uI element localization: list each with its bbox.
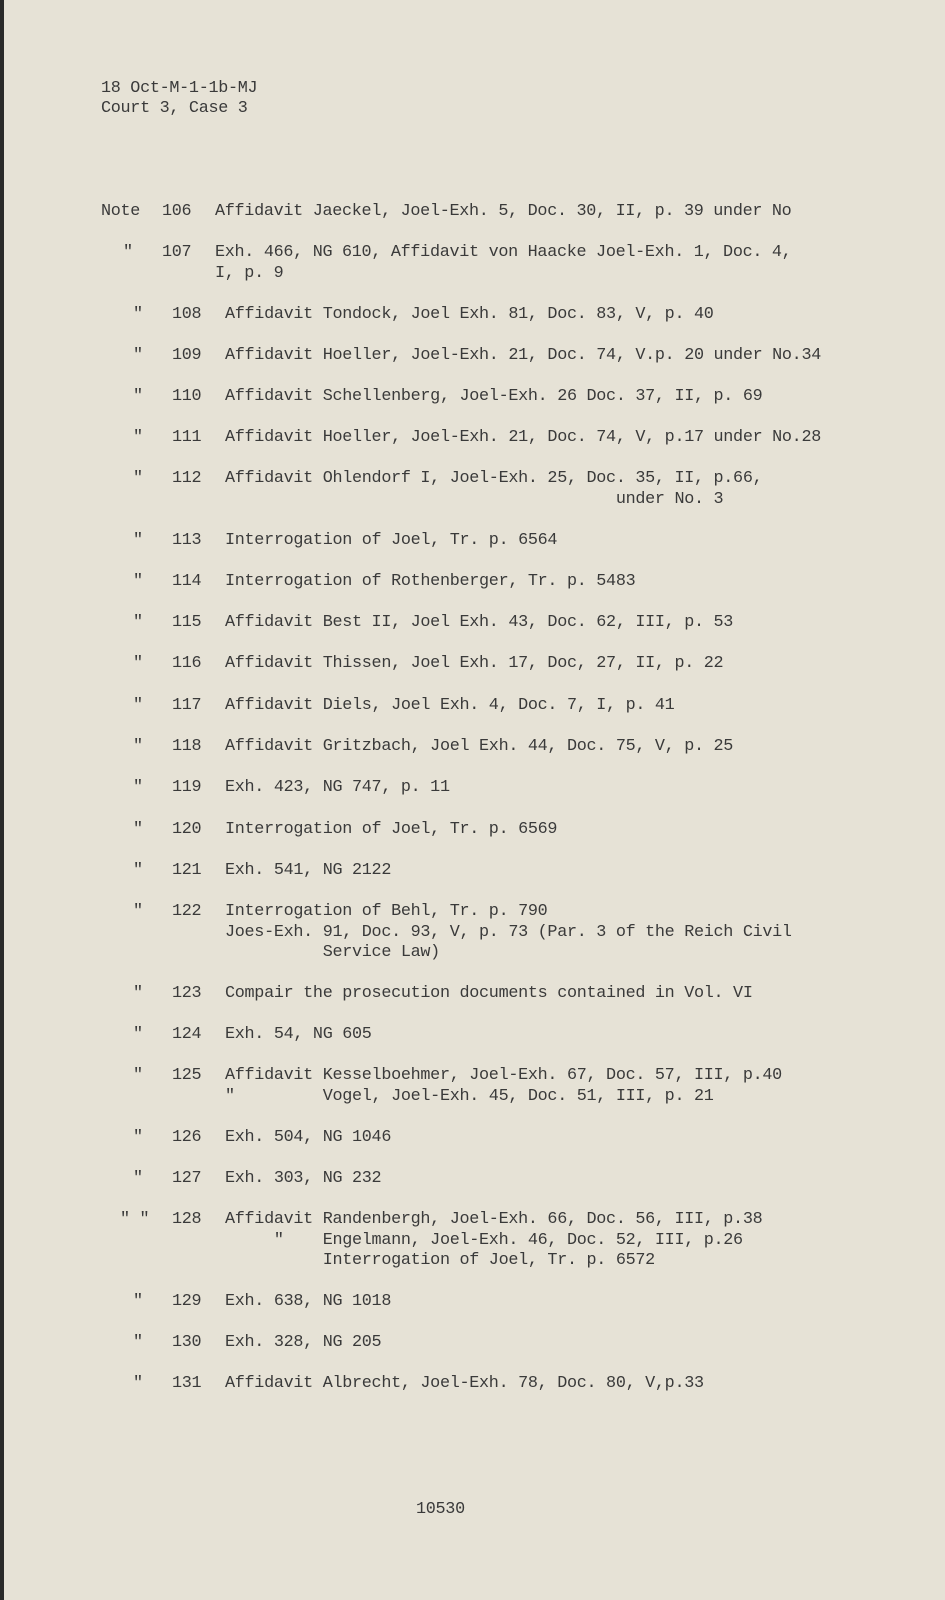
note-line: Exh. 54, NG 605 — [225, 1025, 372, 1044]
note-line: " Vogel, Joel-Exh. 45, Doc. 51, III, p. 21 — [225, 1086, 714, 1106]
note-line: Affidavit Randenbergh, Joel-Exh. 66, Doc. 56, III, p.38 — [225, 1210, 763, 1229]
note-prefix: " — [133, 1066, 143, 1085]
court-case: Court 3, Case 3 — [101, 99, 248, 118]
note-line: " Engelmann, Joel-Exh. 46, Doc. 52, III, p.26 — [225, 1230, 743, 1250]
note-line: I, p. 9 — [215, 263, 284, 283]
note-number: 106 — [162, 202, 192, 221]
note-line: Exh. 504, NG 1046 — [225, 1128, 392, 1147]
note-prefix: " — [133, 572, 143, 591]
note-line: Affidavit Diels, Joel Exh. 4, Doc. 7, I, p. 41 — [225, 696, 675, 715]
note-number: 116 — [172, 654, 202, 673]
note-number: 117 — [172, 696, 202, 715]
note-line: Affidavit Hoeller, Joel-Exh. 21, Doc. 74, V.p. 20 under No.34 — [225, 346, 821, 365]
note-prefix: " — [133, 696, 143, 715]
note-number: 125 — [172, 1066, 202, 1085]
note-prefix: " — [133, 346, 143, 365]
note-line: Affidavit Albrecht, Joel-Exh. 78, Doc. 80, V,p.33 — [225, 1374, 704, 1393]
note-number: 107 — [162, 243, 192, 262]
note-number: 112 — [172, 469, 202, 488]
note-prefix: " — [133, 820, 143, 839]
note-line: Compair the prosecution documents contained in Vol. VI — [225, 984, 753, 1003]
note-prefix: " — [133, 1025, 143, 1044]
note-prefix: " — [133, 428, 143, 447]
note-number: 108 — [172, 305, 202, 324]
note-prefix: " — [133, 1374, 143, 1393]
note-prefix: Note — [101, 202, 141, 221]
note-prefix: " — [133, 305, 143, 324]
note-prefix: " " — [120, 1210, 150, 1229]
note-line: Affidavit Hoeller, Joel-Exh. 21, Doc. 74, V, p.17 under No.28 — [225, 428, 821, 447]
note-line: Affidavit Kesselboehmer, Joel-Exh. 67, Doc. 57, III, p.40 — [225, 1066, 782, 1085]
note-line: Affidavit Ohlendorf I, Joel-Exh. 25, Doc. 35, II, p.66, — [225, 469, 763, 488]
note-number: 111 — [172, 428, 202, 447]
note-prefix: " — [133, 902, 143, 921]
note-line: Exh. 638, NG 1018 — [225, 1292, 392, 1311]
note-number: 131 — [172, 1374, 202, 1393]
note-line: Interrogation of Joel, Tr. p. 6572 — [225, 1251, 655, 1270]
note-line: Interrogation of Rothenberger, Tr. p. 5483 — [225, 572, 636, 591]
note-line: Service Law) — [225, 943, 440, 962]
note-prefix: " — [133, 984, 143, 1003]
note-prefix: " — [133, 861, 143, 880]
note-line: Interrogation of Joel, Tr. p. 6564 — [225, 531, 558, 550]
note-number: 123 — [172, 984, 202, 1003]
note-number: 113 — [172, 531, 202, 550]
note-line: Exh. 303, NG 232 — [225, 1169, 382, 1188]
note-line: Affidavit Best II, Joel Exh. 43, Doc. 62, III, p. 53 — [225, 613, 734, 632]
note-number: 118 — [172, 737, 202, 756]
note-line: Affidavit Jaeckel, Joel-Exh. 5, Doc. 30, II, p. 39 under No — [215, 202, 792, 221]
note-line: Interrogation of Joel, Tr. p. 6569 — [225, 820, 558, 839]
note-prefix: " — [133, 1128, 143, 1147]
note-number: 110 — [172, 387, 202, 406]
note-number: 130 — [172, 1333, 202, 1352]
document-id: 18 Oct-M-1-1b-MJ — [101, 79, 258, 98]
note-prefix: " — [133, 1169, 143, 1188]
scan-edge — [0, 0, 4, 1600]
note-number: 121 — [172, 861, 202, 880]
note-number: 122 — [172, 902, 202, 921]
note-number: 129 — [172, 1292, 202, 1311]
note-line: Affidavit Tondock, Joel Exh. 81, Doc. 83, V, p. 40 — [225, 305, 714, 324]
note-line: Exh. 466, NG 610, Affidavit von Haacke Joel-Exh. 1, Doc. 4, — [215, 243, 792, 262]
note-line: under No. 3 — [225, 489, 724, 509]
note-prefix: " — [133, 737, 143, 756]
note-number: 124 — [172, 1025, 202, 1044]
note-prefix: " — [133, 778, 143, 797]
note-line: Affidavit Thissen, Joel Exh. 17, Doc, 27, II, p. 22 — [225, 654, 724, 673]
note-number: 114 — [172, 572, 202, 591]
note-line: Joes-Exh. 91, Doc. 93, V, p. 73 (Par. 3 of the Reich Civil — [225, 922, 792, 942]
note-line: Interrogation of Behl, Tr. p. 790 — [225, 902, 548, 921]
note-number: 126 — [172, 1128, 202, 1147]
note-prefix: " — [133, 387, 143, 406]
note-prefix: " — [133, 1292, 143, 1311]
note-prefix: " — [133, 1333, 143, 1352]
note-number: 128 — [172, 1210, 202, 1229]
note-number: 127 — [172, 1169, 202, 1188]
note-line: Exh. 328, NG 205 — [225, 1333, 382, 1352]
note-line: Affidavit Gritzbach, Joel Exh. 44, Doc. 75, V, p. 25 — [225, 737, 734, 756]
note-prefix: " — [133, 654, 143, 673]
note-line: Affidavit Schellenberg, Joel-Exh. 26 Doc. 37, II, p. 69 — [225, 387, 763, 406]
page-number: 10530 — [416, 1500, 465, 1519]
note-line: Exh. 423, NG 747, p. 11 — [225, 778, 450, 797]
note-prefix: " — [133, 469, 143, 488]
note-number: 115 — [172, 613, 202, 632]
note-number: 119 — [172, 778, 202, 797]
note-line: Exh. 541, NG 2122 — [225, 861, 392, 880]
note-prefix: " — [123, 243, 133, 262]
note-number: 109 — [172, 346, 202, 365]
note-prefix: " — [133, 531, 143, 550]
note-prefix: " — [133, 613, 143, 632]
note-number: 120 — [172, 820, 202, 839]
